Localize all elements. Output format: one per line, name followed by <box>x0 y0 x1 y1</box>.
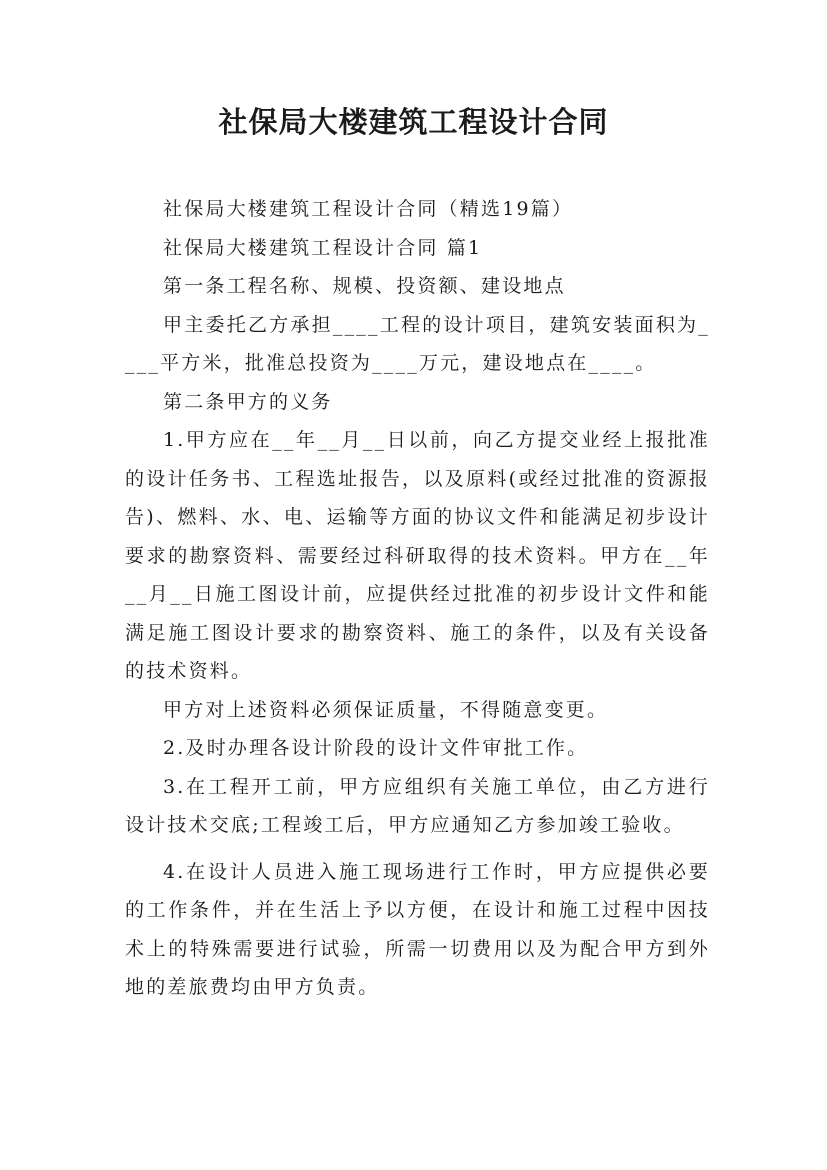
paragraph-clause-4: 4.在设计人员进入施工现场进行工作时，甲方应提供必要的工作条件，并在生活上予以方便，在设计和施工过程中因技术上的特殊需要进行试验，所需一切费用以及为配合甲方到外地的差旅费均由甲方负责。 <box>125 860 710 998</box>
document-title: 社保局大楼建筑工程设计合同 <box>218 105 609 139</box>
paragraph-clause-1-note: 甲方对上述资料必须保证质量，不得随意变更。 <box>163 698 609 721</box>
paragraph-spacer <box>125 845 710 853</box>
document-body <box>125 190 710 1007</box>
paragraph-clause-3: 3.在工程开工前，甲方应组织有关施工单位，由乙方进行设计技术交底;工程竣工后，甲方应通知乙方参加竣工验收。 <box>125 775 710 836</box>
paragraph-clause-2: 2.及时办理各设计阶段的设计文件审批工作。 <box>163 737 589 759</box>
paragraph-subtitle: 社保局大楼建筑工程设计合同（精选19篇） <box>163 198 574 220</box>
paragraph-article-1-body: 甲主委托乙方承担____工程的设计项目，建筑安装面积为____平方米，批准总投资为____万元，建设地点在____。 <box>125 313 710 374</box>
paragraph-section-heading: 社保局大楼建筑工程设计合同 篇1 <box>163 236 483 259</box>
paragraph-article-2-heading: 第二条甲方的义务 <box>163 390 333 413</box>
paragraph-article-1-heading: 第一条工程名称、规模、投资额、建设地点 <box>163 275 566 297</box>
paragraph-clause-1: 1.甲方应在__年__月__日以前，向乙方提交业经上报批准的设计任务书、工程选址报告，以及原料(或经过批准的资源报告)、燃料、水、电、运输等方面的协议文件和能满足初步设计要求的勘察资料、需要经过科研取得的技术资料。甲方在__年__月__日施工图设计前，应提供经过批准的初步设计文件和能满足施工图设计要求的勘察资料、施工的条件，以及有关设备的技术资料。 <box>125 429 710 682</box>
